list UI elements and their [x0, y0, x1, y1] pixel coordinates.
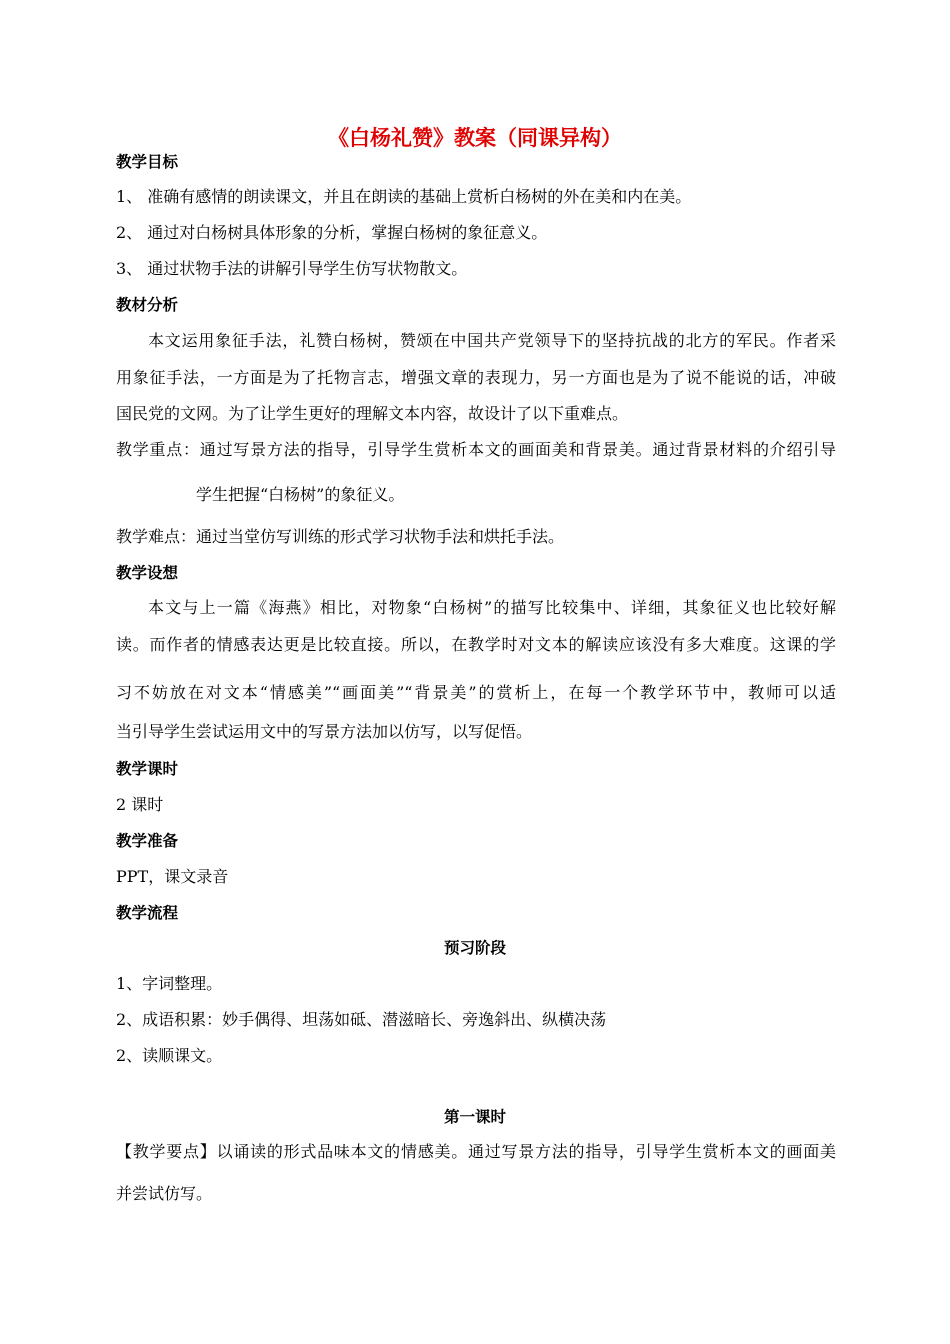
paragraph-line: 习不妨放在对文本“情感美”“画面美”“背景美”的赏析上，在每一个教学环节中，教师可以适 — [116, 683, 836, 702]
preview-heading: 预习阶段 — [443, 939, 506, 957]
flow-item: 1、字词整理。 — [116, 974, 223, 993]
paragraph-line: 用象征手法，一方面是为了托物言志，增强文章的表现力，另一方面也是为了说不能说的话，冲破 — [116, 368, 836, 387]
section-heading-flow: 教学流程 — [116, 904, 179, 922]
section-heading-prep: 教学准备 — [116, 832, 179, 850]
prep-value: PPT，课文录音 — [116, 867, 229, 886]
paragraph-line: 并尝试仿写。 — [116, 1184, 213, 1203]
flow-item: 2、成语积累：妙手偶得、坦荡如砥、潜滋暗长、旁逸斜出、纵横决荡 — [116, 1010, 607, 1029]
paragraph-line: 【教学要点】以诵读的形式品味本文的情感美。通过写景方法的指导，引导学生赏析本文的画面美 — [116, 1142, 836, 1161]
key-point-line: 教学重点：通过写景方法的指导，引导学生赏析本文的画面美和背景美。通过背景材料的介绍引导 — [116, 440, 836, 459]
goal-item: 3、 通过状物手法的讲解引导学生仿写状物散文。 — [116, 259, 468, 278]
goal-item: 2、 通过对白杨树具体形象的分析，掌握白杨树的象征意义。 — [116, 223, 548, 242]
key-point-line: 学生把握“白杨树”的象征义。 — [196, 485, 405, 504]
paragraph-line: 当引导学生尝试运用文中的写景方法加以仿写，以写促悟。 — [116, 722, 533, 741]
section-heading-goals: 教学目标 — [116, 153, 179, 171]
paragraph-line: 本文与上一篇《海燕》相比，对物象“白杨树”的描写比较集中、详细，其象征义也比较好解 — [148, 598, 836, 617]
difficulty-line: 教学难点：通过当堂仿写训练的形式学习状物手法和烘托手法。 — [116, 527, 565, 546]
section-heading-design: 教学设想 — [116, 564, 179, 582]
paragraph-line: 国民党的文网。为了让学生更好的理解文本内容，故设计了以下重难点。 — [116, 404, 629, 423]
lesson1-heading: 第一课时 — [443, 1108, 506, 1126]
paragraph-line: 本文运用象征手法，礼赞白杨树，赞颂在中国共产党领导下的坚持抗战的北方的军民。作者采 — [148, 331, 836, 350]
hours-value: 2 课时 — [116, 795, 164, 814]
section-heading-analysis: 教材分析 — [116, 296, 179, 314]
goal-item: 1、 准确有感情的朗读课文，并且在朗读的基础上赏析白杨树的外在美和内在美。 — [116, 187, 692, 206]
document-title: 《白杨礼赞》教案（同课异构） — [328, 126, 622, 150]
section-heading-hours: 教学课时 — [116, 760, 179, 778]
paragraph-line: 读。而作者的情感表达更是比较直接。所以，在教学时对文本的解读应该没有多大难度。这课的学 — [116, 635, 836, 654]
flow-item: 2、读顺课文。 — [116, 1046, 223, 1065]
